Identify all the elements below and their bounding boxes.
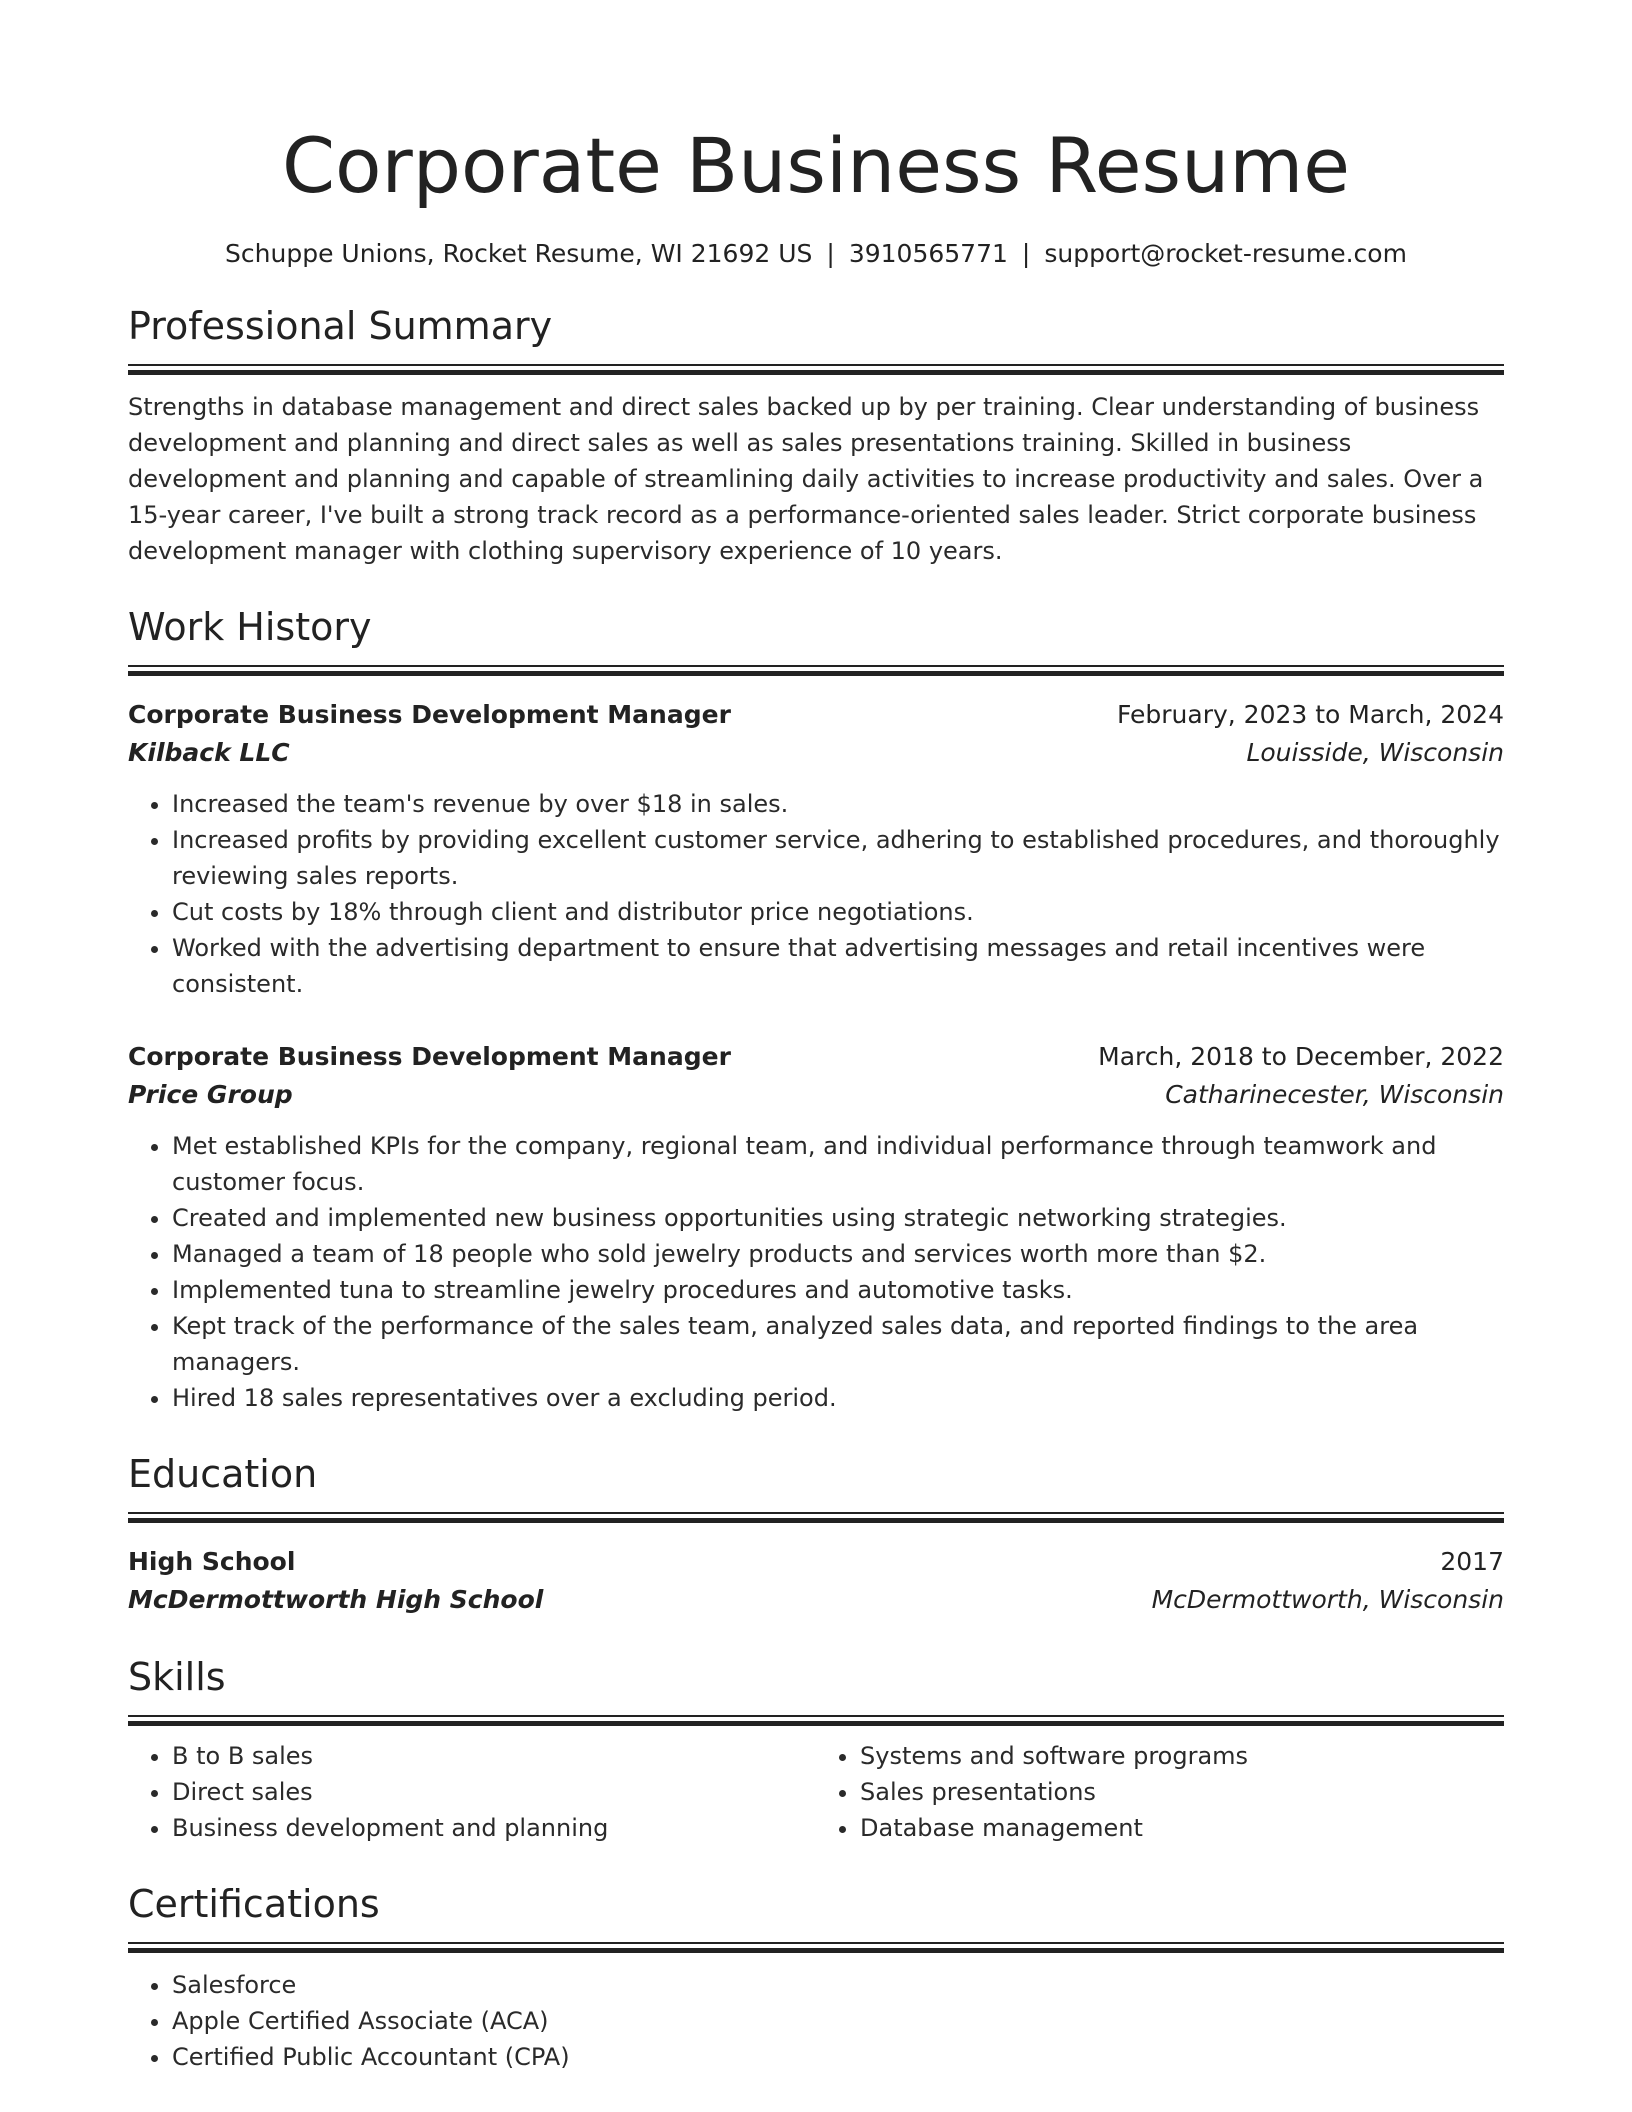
list-item: • Direct sales	[172, 1774, 816, 1810]
list-item: • Salesforce	[172, 1967, 1504, 2003]
summary-section	[128, 302, 1504, 569]
section-title: Certifications	[128, 1882, 380, 1926]
contact-address: Schuppe Unions, Rocket Resume, WI 21692 US	[225, 239, 813, 268]
list-item: • Met established KPIs for the company, regional team, and individual performance through teamwork and customer focus.	[172, 1128, 1504, 1200]
contact-separator: |	[1021, 239, 1031, 268]
job-header-row	[128, 696, 1504, 734]
list-item: • Apple Certified Associate (ACA)	[172, 2003, 1504, 2039]
job-bullets	[128, 786, 1504, 1002]
education-section	[128, 1450, 1504, 1619]
section-rule	[128, 364, 1504, 375]
contact-phone: 3910565771	[848, 239, 1008, 268]
job-dates: February, 2023 to March, 2024	[1116, 700, 1504, 729]
job-position: Corporate Business Development Manager	[128, 1042, 731, 1071]
section-title: Skills	[128, 1655, 226, 1699]
job-company-row	[128, 734, 1504, 772]
job-dates: March, 2018 to December, 2022	[1098, 1042, 1504, 1071]
job-company: Kilback LLC	[128, 738, 290, 767]
education-degree: High School	[128, 1547, 296, 1576]
list-item: • Hired 18 sales representatives over a excluding period.	[172, 1380, 1504, 1416]
list-item: • Increased profits by providing excellent customer service, adhering to established procedures, and thoroughly reviewing sales reports.	[172, 822, 1504, 894]
section-title: Professional Summary	[128, 304, 553, 348]
summary-text: Strengths in database management and direct sales backed up by per training. Clear understanding of business development and planning and direct sales as well as sales presentations training. Skilled in business development and planning and capable of streamlining daily activities to increase productivity and sales. Over a 15-year career, I've built a strong track record as a performance-oriented sales leader. Strict corporate business development manager with clothing supervisory experience of 10 years.	[128, 393, 1484, 565]
skills-section	[128, 1653, 1504, 1846]
list-item: • Systems and software programs	[860, 1738, 1504, 1774]
education-school-row	[128, 1581, 1504, 1619]
certifications-list	[128, 1967, 1504, 2075]
job-company: Price Group	[128, 1080, 293, 1109]
skills-right-column	[816, 1738, 1504, 1846]
job-position: Corporate Business Development Manager	[128, 700, 731, 729]
education-year: 2017	[1440, 1547, 1504, 1576]
education-header-row	[128, 1543, 1504, 1581]
contact-separator: |	[826, 239, 835, 268]
list-item: • Implemented tuna to streamline jewelry procedures and automotive tasks.	[172, 1272, 1504, 1308]
job-entry	[128, 696, 1504, 1002]
list-item: • Certified Public Accountant (CPA)	[172, 2039, 1504, 2075]
skills-columns	[128, 1738, 1504, 1846]
list-item: • Increased the team's revenue by over $18 in sales.	[172, 786, 1504, 822]
education-location: McDermottworth, Wisconsin	[1151, 1585, 1504, 1614]
list-item: • Business development and planning	[172, 1810, 816, 1846]
section-rule	[128, 1942, 1504, 1953]
job-company-row	[128, 1076, 1504, 1114]
list-item: • Database management	[860, 1810, 1504, 1846]
section-title: Work History	[128, 605, 372, 649]
list-item: • Kept track of the performance of the sales team, analyzed sales data, and reported findings to the area managers.	[172, 1308, 1504, 1380]
resume-name: Corporate Business Resume	[281, 121, 1351, 210]
skills-left-column	[128, 1738, 816, 1846]
list-item: • B to B sales	[172, 1738, 816, 1774]
job-header-row	[128, 1038, 1504, 1076]
certifications-section	[128, 1880, 1504, 2075]
job-location: Louisside, Wisconsin	[1246, 738, 1504, 767]
section-rule	[128, 1512, 1504, 1523]
list-item: • Created and implemented new business opportunities using strategic networking strategies.	[172, 1200, 1504, 1236]
job-entry	[128, 1038, 1504, 1416]
job-location: Catharinecester, Wisconsin	[1165, 1080, 1504, 1109]
section-title: Education	[128, 1452, 318, 1496]
section-rule	[128, 1715, 1504, 1726]
contact-email[interactable]: support@rocket-resume.com	[1044, 239, 1407, 268]
list-item: • Managed a team of 18 people who sold jewelry products and services worth more than $2.	[172, 1236, 1504, 1272]
education-entry	[128, 1543, 1504, 1619]
contact-line	[128, 236, 1504, 272]
list-item: • Sales presentations	[860, 1774, 1504, 1810]
section-rule	[128, 665, 1504, 676]
list-item: • Worked with the advertising department to ensure that advertising messages and retail incentives were consistent.	[172, 930, 1504, 1002]
work-history-section	[128, 603, 1504, 1416]
education-school: McDermottworth High School	[128, 1585, 544, 1614]
list-item: • Cut costs by 18% through client and distributor price negotiations.	[172, 894, 1504, 930]
job-bullets	[128, 1128, 1504, 1416]
